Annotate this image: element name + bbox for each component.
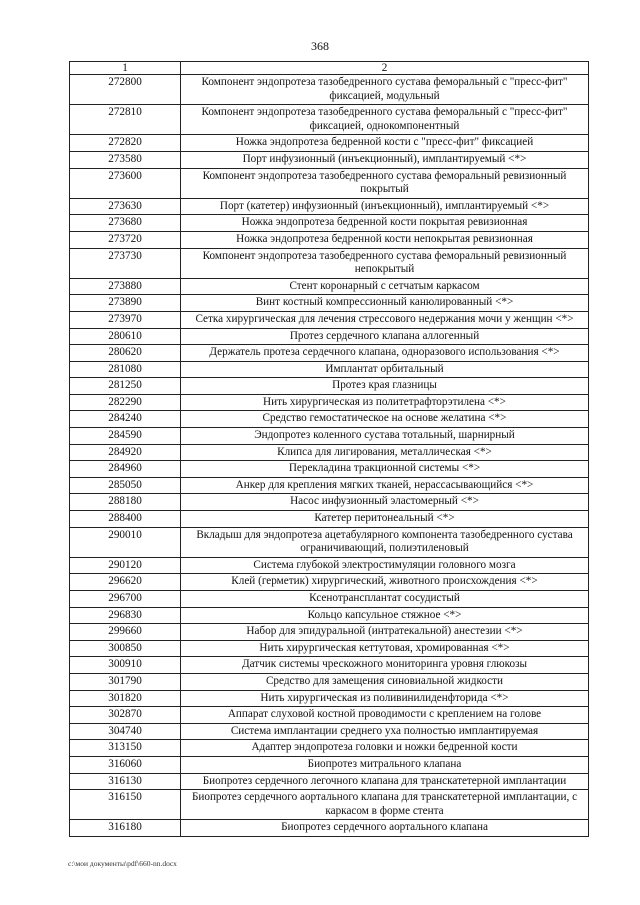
item-name-cell: Нить хирургическая из поливинилиденфторида <*>	[181, 690, 589, 707]
item-name-cell: Биопротез митрального клапана	[181, 756, 589, 773]
table-row	[70, 707, 589, 724]
item-name-cell: Нить хирургическая кеттутовая, хромированная <*>	[181, 640, 589, 657]
table-row	[70, 135, 589, 152]
item-name-cell: Датчик системы чрескожного мониторинга уровня глюкозы	[181, 657, 589, 674]
table-row	[70, 278, 589, 295]
item-code-cell: 288180	[70, 494, 181, 511]
item-name-cell: Перекладина тракционной системы <*>	[181, 461, 589, 478]
table-row	[70, 105, 589, 135]
table-row	[70, 607, 589, 624]
item-code-cell: 301790	[70, 673, 181, 690]
table-row	[70, 461, 589, 478]
table-row	[70, 411, 589, 428]
table-row	[70, 378, 589, 395]
item-name-cell: Средство для замещения синовиальной жидкости	[181, 673, 589, 690]
item-name-cell: Адаптер эндопротеза головки и ножки бедренной кости	[181, 740, 589, 757]
table-row	[70, 640, 589, 657]
item-code-cell: 316180	[70, 820, 181, 837]
table-row	[70, 773, 589, 790]
item-name-cell: Компонент эндопротеза тазобедренного сустава феморальный ревизионный непокрытый	[181, 248, 589, 278]
page-number: 368	[311, 39, 329, 53]
table-row	[70, 527, 589, 557]
item-name-cell: Стент коронарный с сетчатым каркасом	[181, 278, 589, 295]
table-row	[70, 740, 589, 757]
item-code-cell: 273730	[70, 248, 181, 278]
item-code-cell: 284960	[70, 461, 181, 478]
table-row	[70, 248, 589, 278]
item-name-cell: Вкладыш для эндопротеза ацетабулярного компонента тазобедренного сустава ограничивающий, полиэтиленовый	[181, 527, 589, 557]
item-name-cell: Средство гемостатическое на основе желатина <*>	[181, 411, 589, 428]
item-name-cell: Компонент эндопротеза тазобедренного сустава феморальный с "пресс-фит" фиксацией, однокомпонентный	[181, 105, 589, 135]
item-code-cell: 273720	[70, 231, 181, 248]
item-name-cell: Ксенотрансплантат сосудистый	[181, 591, 589, 608]
item-name-cell: Порт инфузионный (инъекционный), имплантируемый <*>	[181, 151, 589, 168]
item-name-cell: Биопротез сердечного легочного клапана для транскатетерной имплантации	[181, 773, 589, 790]
item-code-cell: 280620	[70, 345, 181, 362]
footer-file-path: c:\мои документы\pdf\660-nn.docx	[68, 859, 177, 868]
item-code-cell: 301820	[70, 690, 181, 707]
item-name-cell: Винт костный компрессионный канюлированный <*>	[181, 295, 589, 312]
item-name-cell: Кольцо капсульное стяжное <*>	[181, 607, 589, 624]
item-code-cell: 300910	[70, 657, 181, 674]
item-name-cell: Система имплантации среднего уха полностью имплантируемая	[181, 723, 589, 740]
item-name-cell: Клипса для лигирования, металлическая <*>	[181, 444, 589, 461]
item-code-cell: 272810	[70, 105, 181, 135]
registry-table	[69, 61, 589, 837]
table-row	[70, 477, 589, 494]
item-name-cell: Биопротез сердечного аортального клапана	[181, 820, 589, 837]
item-code-cell: 273580	[70, 151, 181, 168]
table-row	[70, 690, 589, 707]
item-name-cell: Анкер для крепления мягких тканей, нерассасывающийся <*>	[181, 477, 589, 494]
item-name-cell: Набор для эпидуральной (интратекальной) анестезии <*>	[181, 624, 589, 641]
item-code-cell: 304740	[70, 723, 181, 740]
table-row	[70, 756, 589, 773]
table-row	[70, 673, 589, 690]
item-name-cell: Ножка эндопротеза бедренной кости покрытая ревизионная	[181, 215, 589, 232]
item-code-cell: 280610	[70, 328, 181, 345]
item-code-cell: 316130	[70, 773, 181, 790]
item-name-cell: Система глубокой электростимуляции головного мозга	[181, 557, 589, 574]
table-row	[70, 394, 589, 411]
item-code-cell: 296620	[70, 574, 181, 591]
table-row	[70, 295, 589, 312]
item-code-cell: 272800	[70, 75, 181, 105]
item-name-cell: Эндопротез коленного сустава тотальный, шарнирный	[181, 428, 589, 445]
item-code-cell: 273630	[70, 198, 181, 215]
item-name-cell: Компонент эндопротеза тазобедренного сустава феморальный ревизионный покрытый	[181, 168, 589, 198]
item-code-cell: 273890	[70, 295, 181, 312]
table-row	[70, 328, 589, 345]
item-code-cell: 281080	[70, 361, 181, 378]
table-row	[70, 345, 589, 362]
item-code-cell: 296830	[70, 607, 181, 624]
item-name-cell: Протез сердечного клапана аллогенный	[181, 328, 589, 345]
column-header-2: 2	[181, 62, 589, 75]
item-code-cell: 316060	[70, 756, 181, 773]
item-name-cell: Аппарат слуховой костной проводимости с креплением на голове	[181, 707, 589, 724]
item-name-cell: Держатель протеза сердечного клапана, одноразового использования <*>	[181, 345, 589, 362]
item-name-cell: Биопротез сердечного аортального клапана для транскатетерной имплантации, с каркасом в форме стента	[181, 790, 589, 820]
item-code-cell: 299660	[70, 624, 181, 641]
item-code-cell: 290010	[70, 527, 181, 557]
table-row	[70, 231, 589, 248]
item-code-cell: 284920	[70, 444, 181, 461]
item-name-cell: Насос инфузионный эластомерный <*>	[181, 494, 589, 511]
item-name-cell: Ножка эндопротеза бедренной кости с "пресс-фит" фиксацией	[181, 135, 589, 152]
table-header-row	[70, 62, 589, 75]
item-code-cell: 296700	[70, 591, 181, 608]
item-code-cell: 284240	[70, 411, 181, 428]
table-row	[70, 511, 589, 528]
item-code-cell: 273600	[70, 168, 181, 198]
table-row	[70, 311, 589, 328]
item-code-cell: 316150	[70, 790, 181, 820]
column-header-1: 1	[70, 62, 181, 75]
item-code-cell: 273880	[70, 278, 181, 295]
item-code-cell: 288400	[70, 511, 181, 528]
item-code-cell: 273970	[70, 311, 181, 328]
table-row	[70, 790, 589, 820]
item-code-cell: 313150	[70, 740, 181, 757]
table-row	[70, 444, 589, 461]
table-row	[70, 820, 589, 837]
item-code-cell: 284590	[70, 428, 181, 445]
item-name-cell: Катетер перитонеальный <*>	[181, 511, 589, 528]
item-code-cell: 273680	[70, 215, 181, 232]
item-code-cell: 290120	[70, 557, 181, 574]
table-row	[70, 494, 589, 511]
table-row	[70, 624, 589, 641]
item-code-cell: 300850	[70, 640, 181, 657]
table-row	[70, 657, 589, 674]
item-name-cell: Ножка эндопротеза бедренной кости непокрытая ревизионная	[181, 231, 589, 248]
table-row	[70, 591, 589, 608]
item-name-cell: Протез края глазницы	[181, 378, 589, 395]
item-name-cell: Имплантат орбитальный	[181, 361, 589, 378]
item-code-cell: 272820	[70, 135, 181, 152]
table-row	[70, 168, 589, 198]
table-row	[70, 723, 589, 740]
table-row	[70, 574, 589, 591]
item-name-cell: Клей (герметик) хирургический, животного происхождения <*>	[181, 574, 589, 591]
item-name-cell: Порт (катетер) инфузионный (инъекционный), имплантируемый <*>	[181, 198, 589, 215]
item-code-cell: 281250	[70, 378, 181, 395]
table-row	[70, 361, 589, 378]
item-name-cell: Компонент эндопротеза тазобедренного сустава феморальный с "пресс-фит" фиксацией, модульный	[181, 75, 589, 105]
table-row	[70, 75, 589, 105]
table-row	[70, 428, 589, 445]
item-code-cell: 282290	[70, 394, 181, 411]
table-row	[70, 557, 589, 574]
item-name-cell: Сетка хирургическая для лечения стрессового недержания мочи у женщин <*>	[181, 311, 589, 328]
item-name-cell: Нить хирургическая из политетрафторэтилена <*>	[181, 394, 589, 411]
table-row	[70, 215, 589, 232]
table-body	[70, 75, 589, 837]
table-row	[70, 151, 589, 168]
table-row	[70, 198, 589, 215]
item-code-cell: 302870	[70, 707, 181, 724]
item-code-cell: 285050	[70, 477, 181, 494]
